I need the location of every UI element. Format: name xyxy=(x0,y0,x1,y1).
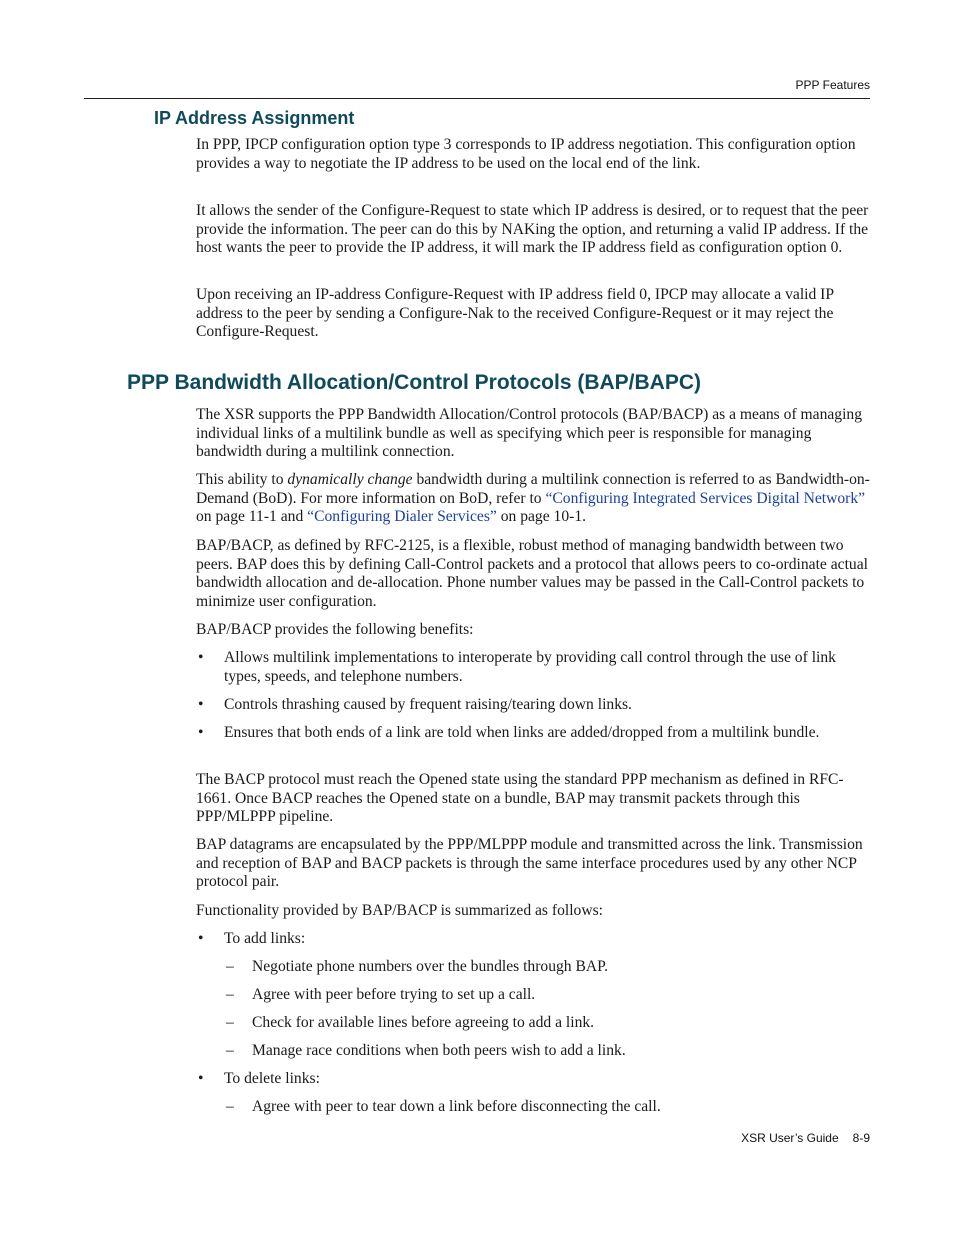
list-item: Ensures that both ends of a link are told when links are added/dropped from a multilink bundle. xyxy=(224,724,820,741)
sub-list-item: Agree with peer to tear down a link before disconnecting the call. xyxy=(252,1098,661,1115)
section-heading-ip-address: IP Address Assignment xyxy=(154,108,355,128)
page-number: 8-9 xyxy=(852,1131,870,1145)
sub-list-item: Negotiate phone numbers over the bundles through BAP. xyxy=(252,958,608,975)
section-heading-bap: PPP Bandwidth Allocation/Control Protocols (BAP/BAPC) xyxy=(127,371,702,394)
paragraph: This ability to dynamically change bandwidth during a multilink connection is referred to as Bandwidth-on-Demand (BoD). For more information on BoD, refer to “Configuring Integrated Services Digital Network” on page 11-1 and “Configuring Dialer Services” on page 10-1. xyxy=(196,471,870,526)
bullet: • xyxy=(198,1070,204,1087)
paragraph: In PPP, IPCP configuration option type 3 corresponds to IP address negotiation. This configuration option provides a way to negotiate the IP address to be used on the local end of the link. xyxy=(196,136,856,172)
link-configuring-isdn[interactable]: “Configuring Integrated Services Digital Network” xyxy=(545,489,866,507)
paragraph: BAP/BACP, as defined by RFC-2125, is a flexible, robust method of managing bandwidth between two peers. BAP does this by defining Call-Control packets and a protocol that allows peers to co-ordinate actual bandwidth allocation and de-allocation. Phone number values may be passed in the Call-Control packets to minimize user configuration. xyxy=(196,537,868,611)
sub-list-item: Manage race conditions when both peers wish to add a link. xyxy=(252,1042,626,1059)
paragraph: The BACP protocol must reach the Opened state using the standard PPP mechanism as defined in RFC-1661. Once BACP reaches the Opened state on a bundle, BAP may transmit packets through this PPP/MLPPP pipeline. xyxy=(196,771,844,826)
footer-guide-title: XSR User’s Guide xyxy=(741,1131,839,1145)
list-item: To add links: xyxy=(224,930,306,947)
header-rule xyxy=(84,98,870,99)
bullet: • xyxy=(198,649,204,666)
bullet: • xyxy=(198,930,204,947)
dash: – xyxy=(226,1014,234,1031)
dash: – xyxy=(226,1042,234,1059)
paragraph: BAP/BACP provides the following benefits: xyxy=(196,621,474,638)
running-header: PPP Features xyxy=(795,78,870,92)
paragraph: The XSR supports the PPP Bandwidth Allocation/Control protocols (BAP/BACP) as a means of managing individual links of a multilink bundle as well as specifying which peer is responsible for managing bandwidth during a multilink connection. xyxy=(196,406,863,461)
paragraph: BAP datagrams are encapsulated by the PPP/MLPPP module and transmitted across the link. Transmission and reception of BAP and BACP packets is through the same interface procedures used by any other NCP protocol pair. xyxy=(196,836,863,891)
bullet: • xyxy=(198,696,204,713)
dash: – xyxy=(226,958,234,975)
dash: – xyxy=(226,986,234,1003)
list-item: Allows multilink implementations to interoperate by providing call control through the use of link types, speeds, and telephone numbers. xyxy=(224,649,836,685)
list-item: To delete links: xyxy=(224,1070,320,1087)
running-footer xyxy=(0,1131,870,1145)
paragraph: Functionality provided by BAP/BACP is summarized as follows: xyxy=(196,902,604,919)
dash: – xyxy=(226,1098,234,1115)
bullet: • xyxy=(198,724,204,741)
link-configuring-dialer-services[interactable]: “Configuring Dialer Services” xyxy=(307,508,497,526)
paragraph: It allows the sender of the Configure-Request to state which IP address is desired, or to request that the peer provide the information. The peer can do this by NAKing the option, and returning a valid IP address. If the host wants the peer to provide the IP address, it will mark the IP address field as configuration option 0. xyxy=(196,202,869,257)
sub-list-item: Agree with peer before trying to set up a call. xyxy=(252,986,536,1003)
paragraph: Upon receiving an IP-address Configure-Request with IP address field 0, IPCP may allocate a valid IP address to the peer by sending a Configure-Nak to the received Configure-Request or it may reject the Configure-Request. xyxy=(196,286,834,341)
list-item: Controls thrashing caused by frequent raising/tearing down links. xyxy=(224,696,632,713)
sub-list-item: Check for available lines before agreeing to add a link. xyxy=(252,1014,595,1031)
